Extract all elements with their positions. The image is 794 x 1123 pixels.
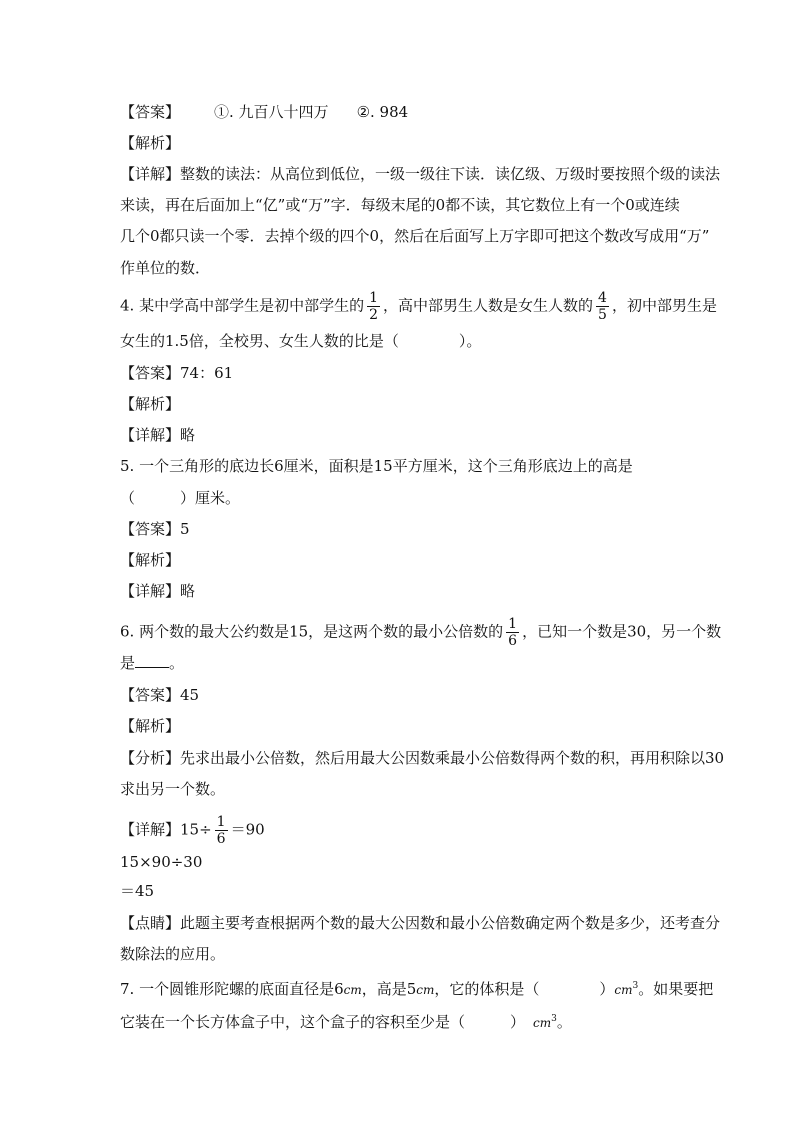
q7-unit-cm-2: cm <box>416 983 435 997</box>
q6-comment-line-2: 数除法的应用。 <box>120 945 226 963</box>
q6-calc-2: ＝45 <box>120 882 155 900</box>
q6-fraction <box>506 616 519 649</box>
q4-fraction-2 <box>596 290 609 323</box>
q4-text-c: ，初中部男生是 <box>611 296 717 315</box>
q4-detail: 【详解】略 <box>120 426 196 444</box>
q4-text-a: 4. 某中学高中部学生是初中部学生的 <box>120 296 365 315</box>
q6-hint-line-1: 【分析】先求出最小公倍数，然后用最大公因数乘最小公倍数得两个数的积，再用积除以30 <box>120 749 725 767</box>
q6-analysis: 【解析】 <box>120 717 181 735</box>
answer-part-1: ①. 九百八十四万 <box>214 103 329 121</box>
q6-text-b: ，已知一个数是30，另一个数 <box>522 622 722 641</box>
q6-line-1 <box>120 616 721 649</box>
q7-text-d: 。如果要把 <box>638 980 714 998</box>
q6-frac-den: 6 <box>508 633 518 649</box>
q5-line-2: （ ）厘米。 <box>120 489 241 507</box>
q4-analysis: 【解析】 <box>120 395 181 413</box>
q4-frac1-den: 2 <box>369 307 379 323</box>
q5-analysis: 【解析】 <box>120 551 181 569</box>
q6-answer: 【答案】45 <box>120 686 200 704</box>
q6-line2-a: 是 <box>120 654 136 672</box>
q7-text-a: 7. 一个圆锥形陀螺的底面直径是6 <box>120 980 344 998</box>
q5-answer: 【答案】5 <box>120 520 190 538</box>
q7-unit-cm3-1: cm <box>614 983 633 997</box>
analysis-label-prev: 【解析】 <box>120 134 181 152</box>
q6-line2-b: 。 <box>169 654 185 672</box>
q6-answer-blank <box>135 653 169 668</box>
q4-fraction-1 <box>367 290 380 323</box>
detail-prev-line-1: 【详解】整数的读法：从高位到低位，一级一级往下读．读亿级、万级时要按照个级的读法 <box>120 165 721 183</box>
detail-prev-line-4: 作单位的数． <box>120 259 211 277</box>
q7-text-c: ，它的体积是（ ） <box>434 980 615 998</box>
q4-frac2-num: 4 <box>598 290 607 306</box>
answer-row-prev <box>120 102 408 122</box>
q6-detail-b: ＝90 <box>230 820 265 839</box>
detail-prev-line-3: 几个0都只读一个零．去掉个级的四个0，然后在后面写上万字即可把这个数改写成用“万” <box>120 227 710 245</box>
detail-prev-line-2: 来读，再在后面加上“亿”或“万”字．每级末尾的0都不读，其它数位上有一个0或连续 <box>120 196 680 214</box>
q6-text-a: 6. 两个数的最大公约数是15，是这两个数的最小公倍数的 <box>120 622 504 641</box>
q6-detail-frac-num: 1 <box>216 814 226 830</box>
q7-unit-cm-1: cm <box>343 983 362 997</box>
answer-part-2: ②. 984 <box>356 103 409 121</box>
q6-detail <box>120 814 265 847</box>
q7-line2-a: 它装在一个长方体盒子中，这个盒子的容积至少是（ ） <box>120 1013 526 1031</box>
q6-comment-line-1: 【点睛】此题主要考查根据两个数的最大公因数和最小公倍数确定两个数是多少，还考查分 <box>120 914 721 932</box>
answer-label: 【答案】 <box>120 103 181 121</box>
q5-detail: 【详解】略 <box>120 582 196 600</box>
q4-frac2-den: 5 <box>598 307 607 323</box>
q6-detail-frac-den: 6 <box>216 831 226 847</box>
q7-text-b: ，高是5 <box>361 980 417 998</box>
q6-calc-1: 15×90÷30 <box>120 853 203 871</box>
q6-frac-num: 1 <box>508 616 518 632</box>
q7-unit-cm3-2: cm <box>533 1016 552 1030</box>
q7-line-1 <box>120 976 713 1000</box>
q5-line-1: 5. 一个三角形的底边长6厘米，面积是15平方厘米，这个三角形底边上的高是 <box>120 457 633 475</box>
q6-detail-fraction <box>215 814 228 847</box>
q4-line-2: 女生的1.5倍，全校男、女生人数的比是（ ）。 <box>120 332 482 350</box>
q6-line-2 <box>120 653 184 673</box>
q7-sup-3-1: 3 <box>632 981 639 991</box>
q4-frac1-num: 1 <box>369 290 379 306</box>
q4-line-1 <box>120 290 717 323</box>
q6-hint-line-2: 求出另一个数。 <box>120 780 226 798</box>
q7-line2-b: 。 <box>556 1013 572 1031</box>
q7-sup-3-2: 3 <box>551 1014 557 1024</box>
q7-line-2 <box>120 1009 572 1033</box>
q4-answer: 【答案】74：61 <box>120 364 234 382</box>
q6-detail-a: 【详解】15÷ <box>120 820 212 839</box>
q4-text-b: ，高中部男生人数是女生人数的 <box>383 296 594 315</box>
